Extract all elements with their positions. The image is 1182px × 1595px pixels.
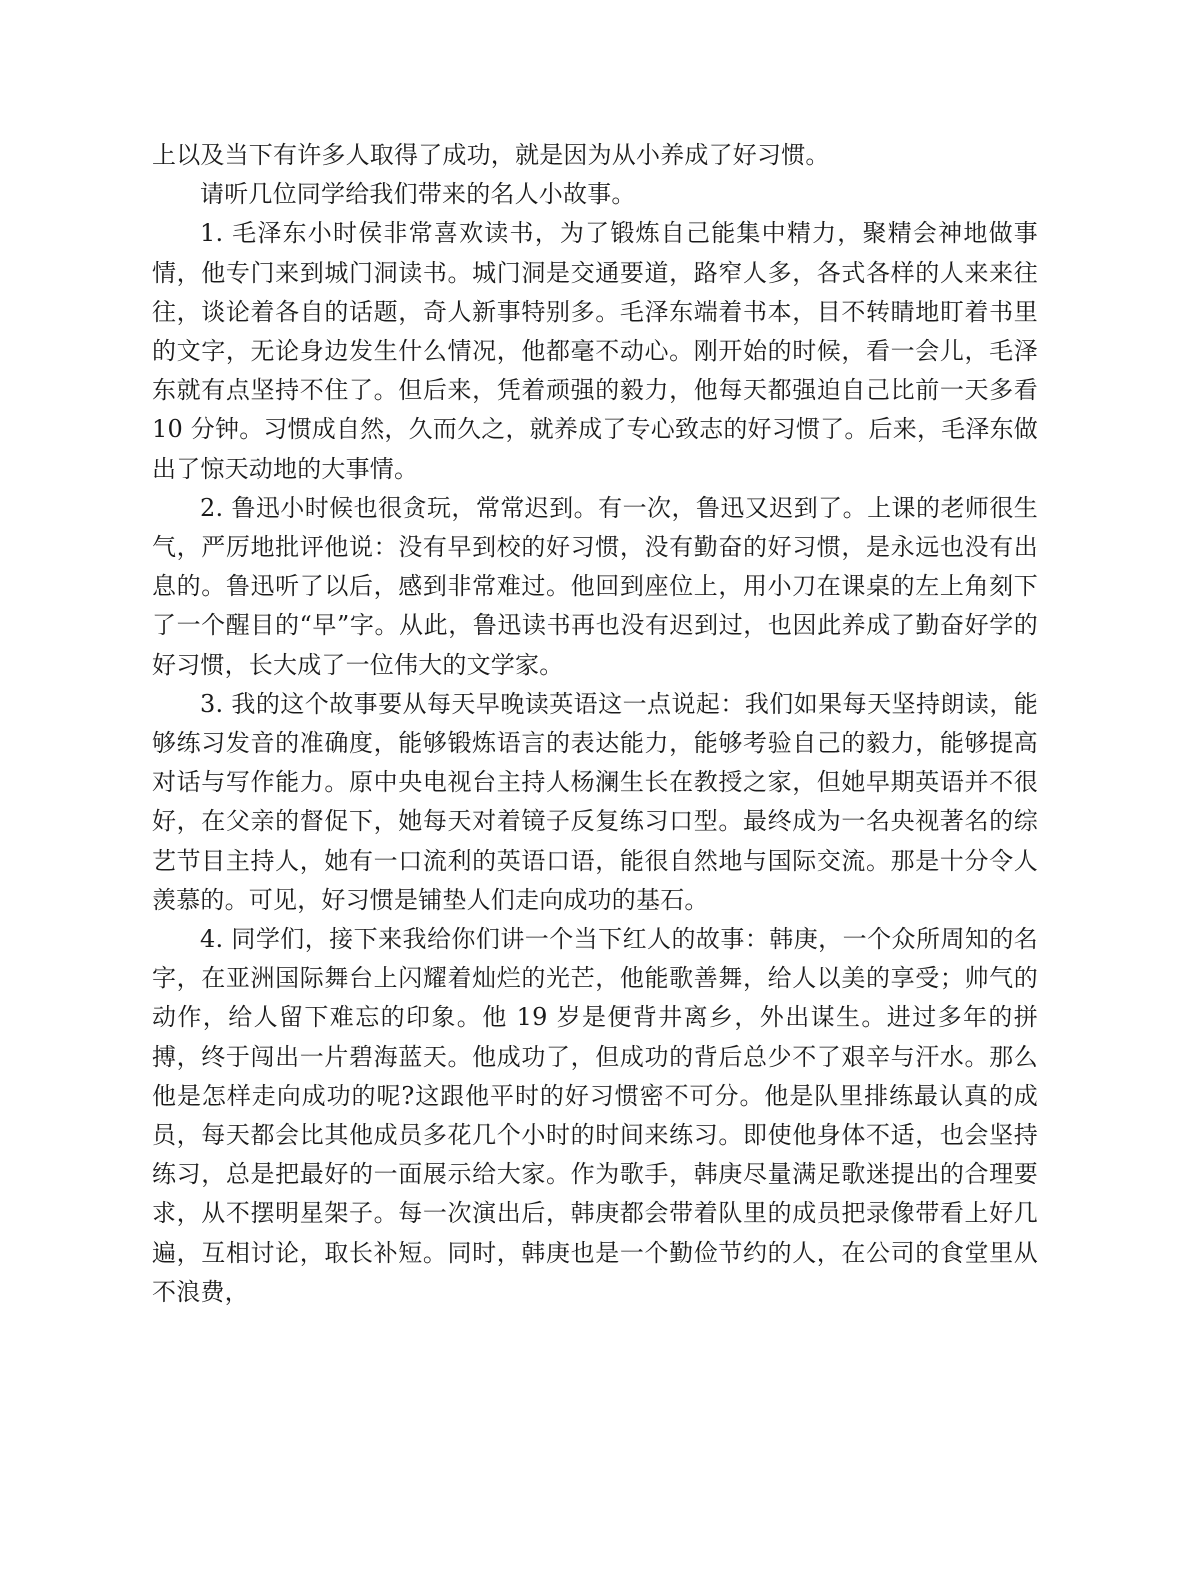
paragraph-story-2: 2. 鲁迅小时候也很贪玩，常常迟到。有一次，鲁迅又迟到了。上课的老师很生气，严厉地批评他说：没有早到校的好习惯，没有勤奋的好习惯，是永远也没有出息的。鲁迅听了以后，感到非常难过。他回到座位上，用小刀在课桌的左上角刻下了一个醒目的“早”字。从此，鲁迅读书再也没有迟到过，也因此养成了勤奋好学的好习惯，长大成了一位伟大的文学家。: [152, 493, 1038, 679]
paragraph-continuation: 上以及当下有许多人取得了成功，就是因为从小养成了好习惯。: [152, 141, 830, 169]
paragraph-story-1: 1. 毛泽东小时侯非常喜欢读书，为了锻炼自己能集中精力，聚精会神地做事情，他专门来到城门洞读书。城门洞是交通要道，路窄人多，各式各样的人来来往往，谈论着各自的话题，奇人新事特别多。毛泽东端着书本，目不转睛地盯着书里的文字，无论身边发生什么情况，他都毫不动心。刚开始的时候，看一会儿，毛泽东就有点坚持不住了。但后来，凭着顽强的毅力，他每天都强迫自己比前一天多看 10 分钟。习惯成自然，久而久之，就养成了专心致志的好习惯了。后来，毛泽东做出了惊天动地的大事情。: [152, 219, 1038, 483]
paragraph-intro: 请听几位同学给我们带来的名人小故事。: [200, 180, 636, 209]
paragraph-story-3: 3. 我的这个故事要从每天早晚读英语这一点说起：我们如果每天坚持朗读，能够练习发音的准确度，能够锻炼语言的表达能力，能够考验自己的毅力，能够提高对话与写作能力。原中央电视台主持人杨澜生长在教授之家，但她早期英语并不很好，在父亲的督促下，她每天对着镜子反复练习口型。最终成为一名央视著名的综艺节目主持人，她有一口流利的英语口语，能很自然地与国际交流。那是十分令人羡慕的。可见，好习惯是铺垫人们走向成功的基石。: [152, 689, 1038, 914]
document-body: [152, 136, 1038, 1312]
paragraph-story-4: 4. 同学们，接下来我给你们讲一个当下红人的故事：韩庚，一个众所周知的名字，在亚洲国际舞台上闪耀着灿烂的光芒，他能歌善舞，给人以美的享受；帅气的动作，给人留下难忘的印象。他 19 岁是便背井离乡，外出谋生。进过多年的拼搏，终于闯出一片碧海蓝天。他成功了，但成功的背后总少不了艰辛与汗水。那么他是怎样走向成功的呢?这跟他平时的好习惯密不可分。他是队里排练最认真的成员，每天都会比其他成员多花几个小时的时间来练习。即使他身体不适，也会坚持练习，总是把最好的一面展示给大家。作为歌手，韩庚尽量满足歌迷提出的合理要求，从不摆明星架子。每一次演出后，韩庚都会带着队里的成员把录像带看上好几遍，互相讨论，取长补短。同时，韩庚也是一个勤俭节约的人，在公司的食堂里从不浪费，: [152, 925, 1038, 1306]
